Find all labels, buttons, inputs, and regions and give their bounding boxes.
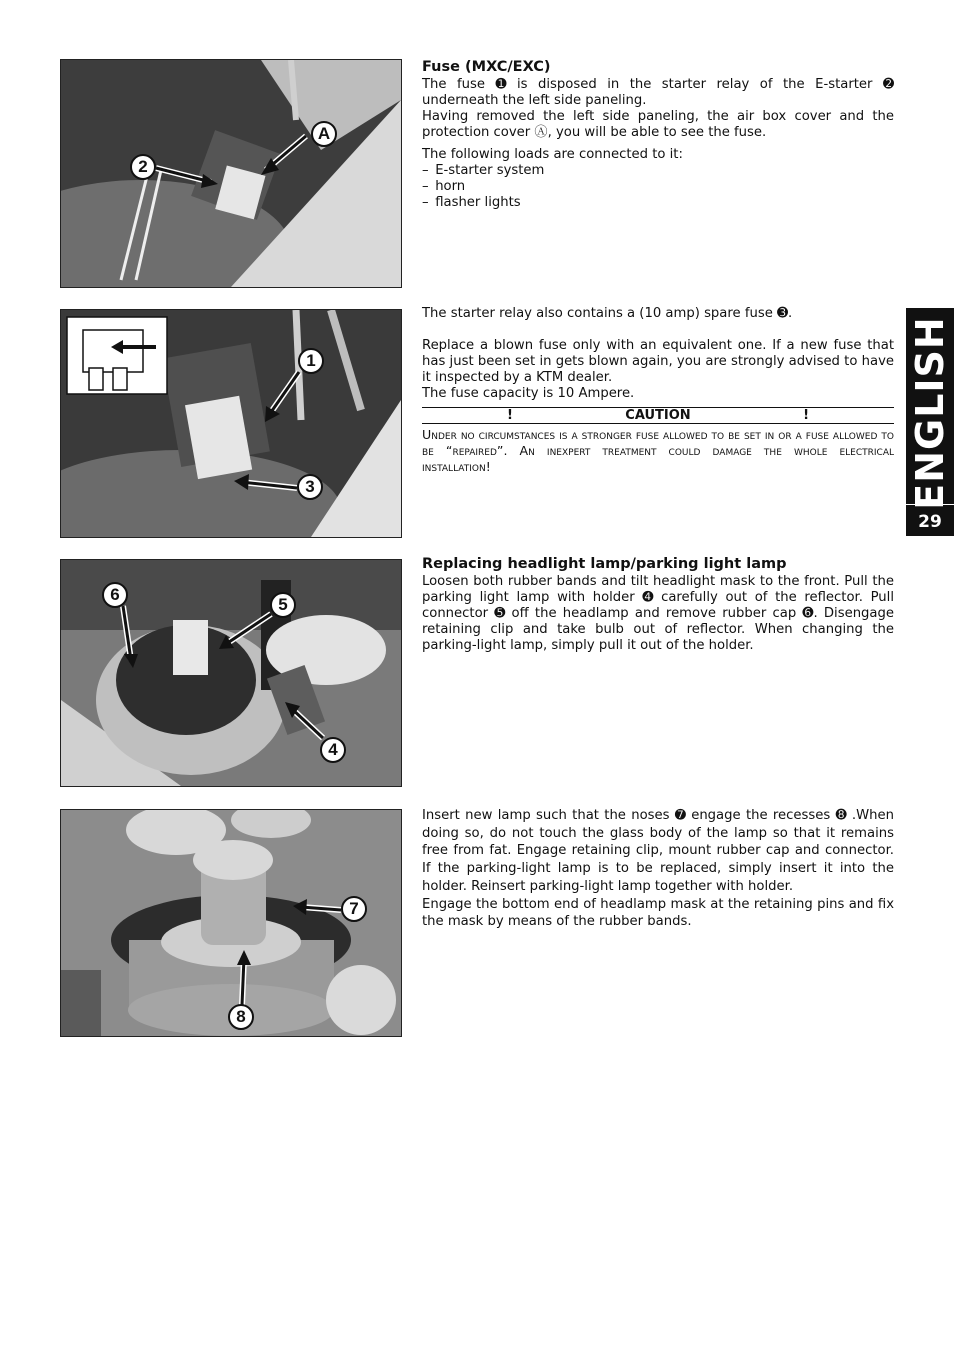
- list-item: – horn: [422, 179, 466, 194]
- language-label: ENGLISH: [908, 316, 952, 510]
- list-item: – E-starter system: [422, 163, 545, 178]
- headlight-section: [422, 556, 894, 654]
- fuse-section: [422, 59, 894, 211]
- headlight-heading: Replacing headlight lamp/parking light lamp: [422, 556, 787, 572]
- insert-paragraph-2: Engage the bottom end of headlamp mask at the retaining pins and fix the mask by means of the rubber bands.: [422, 896, 894, 930]
- callout-1: 1: [298, 348, 324, 374]
- callout-7: 7: [341, 896, 367, 922]
- list-item: – flasher lights: [422, 195, 521, 210]
- callout-3: 3: [297, 474, 323, 500]
- spare-paragraph-2: Replace a blown fuse only with an equivalent one. If a new fuse that has just been set in gets blown again, you are strongly advised to have it inspected by a KTM dealer.: [422, 338, 894, 385]
- callout-a: A: [311, 121, 337, 147]
- caution-label: CAUTION: [625, 408, 691, 423]
- spare-paragraph-3: The fuse capacity is 10 Ampere.: [422, 386, 635, 401]
- fuse-heading: Fuse (MXC/EXC): [422, 59, 551, 75]
- fuse-paragraph-3: The following loads are connected to it:: [422, 147, 683, 162]
- fuse-paragraph-1: The fuse ➊ is disposed in the starter relay of the E-starter ➋ underneath the left side paneling.: [422, 77, 894, 108]
- callout-5: 5: [270, 592, 296, 618]
- fuse-paragraph-2: Having removed the left side paneling, the air box cover and the protection cover Ⓐ, you will be able to see the fuse.: [422, 109, 894, 140]
- language-side-tab: [906, 308, 954, 536]
- page-number: 29: [918, 512, 942, 532]
- caution-mark-left: !: [507, 408, 513, 423]
- insert-paragraph-1: Insert new lamp such that the noses ➐ engage the recesses ➑ .When doing so, do not touch the glass body of the lamp so that it remains free from fat. Engage retaining clip, mount rubber cap and connector. If the parking-light lamp is to be replaced, simply insert it into the holder. Reinsert parking-light lamp together with holder.: [422, 808, 894, 894]
- spare-paragraph-1: The starter relay also contains a (10 amp) spare fuse ➌.: [422, 306, 793, 321]
- callout-2: 2: [130, 154, 156, 180]
- caution-header: [422, 408, 894, 423]
- callout-8: 8: [228, 1004, 254, 1030]
- caution-text: Under no circumstances is a stronger fuse allowed to be set in or a fuse allowed to be “repaired”. An inexpert treatment could damage the whole electrical installation!: [422, 423, 894, 475]
- callout-6: 6: [102, 582, 128, 608]
- lamp-insert-section: [422, 807, 894, 931]
- headlight-paragraph: Loosen both rubber bands and tilt headlight mask to the front. Pull the parking light lamp with holder ➍ carefully out of the reflector. Pull connector ➎ off the headlamp and remove rubber cap ➏. Disengage retaining clip and take bulb out of reflector. When changing the parking-light lamp, simply pull it out of the holder.: [422, 574, 894, 653]
- photo-starter-relay: [60, 309, 402, 538]
- loads-list: [422, 163, 894, 211]
- callout-4: 4: [320, 737, 346, 763]
- photo-fuse-location: [60, 59, 402, 288]
- caution-mark-right: !: [803, 408, 809, 423]
- spare-fuse-section: [422, 306, 894, 475]
- photo-lamp-insert: [60, 809, 402, 1037]
